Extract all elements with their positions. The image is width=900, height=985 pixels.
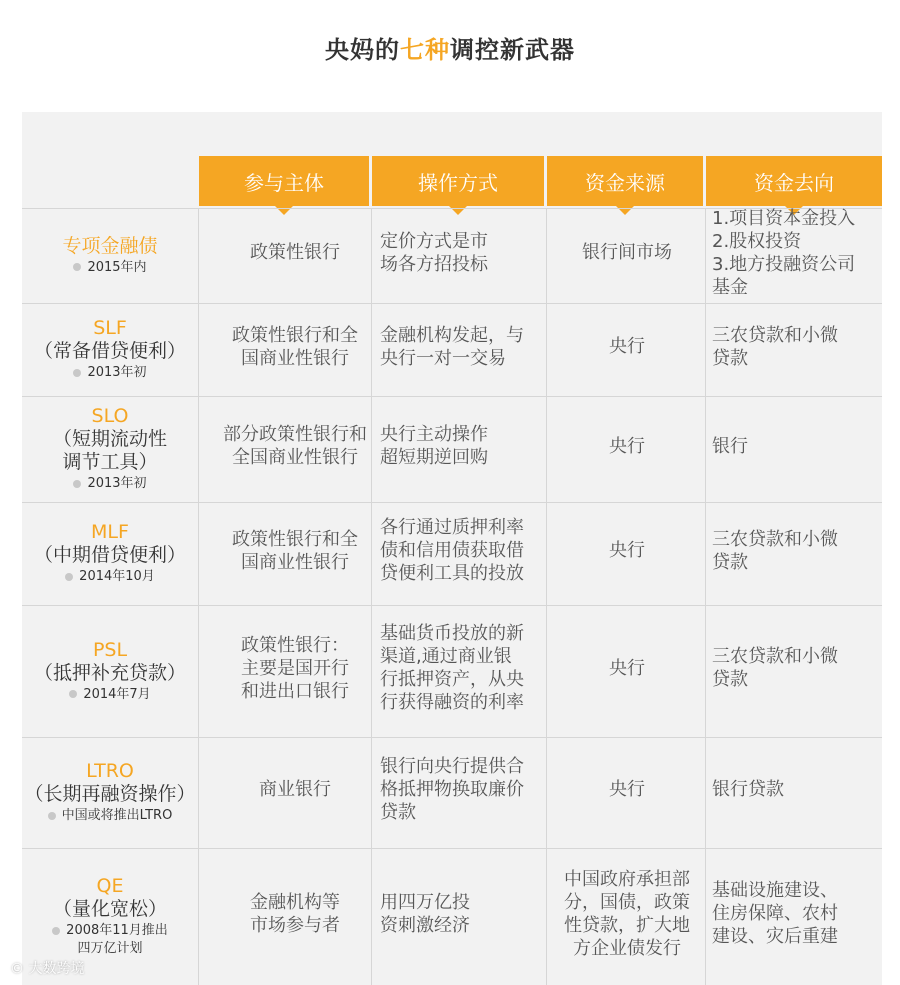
- tool-name-cell: [22, 502, 198, 605]
- cell-text: 政策性银行： 主要是国开行 和进出口银行: [241, 634, 349, 702]
- column-divider: [546, 208, 547, 985]
- cell-text: 各行通过质押利率 债和信用债获取借 贷便利工具的投放: [380, 517, 524, 584]
- tool-name: SLF: [93, 317, 127, 339]
- title-highlight: 七种: [400, 36, 450, 64]
- title-pre: 央妈的: [325, 36, 400, 64]
- cell-text: 央行主动操作 超短期逆回购: [380, 424, 488, 468]
- participants-cell: [215, 502, 375, 599]
- tool-name-cell: [22, 396, 198, 502]
- operation-cell: [380, 396, 545, 496]
- tool-date: 2014年10月: [65, 568, 155, 586]
- tool-date: 2013年初: [73, 475, 146, 493]
- cell-text: 银行贷款: [712, 779, 784, 800]
- tool-date: 2015年内: [73, 259, 146, 277]
- tool-name: LTRO: [86, 760, 134, 782]
- funding-source-cell: [552, 848, 702, 979]
- cell-text: 政策性银行: [250, 242, 340, 263]
- watermark: [10, 958, 84, 978]
- funding-use-cell: [712, 502, 877, 599]
- cell-text: 三农贷款和小微 贷款: [712, 528, 838, 573]
- tool-fullname: （短期流动性: [52, 428, 167, 450]
- operation-cell: [380, 502, 545, 599]
- cell-text: 央行: [609, 540, 645, 561]
- tool-name: PSL: [92, 638, 128, 661]
- tool-fullname: 调节工具）: [62, 451, 158, 473]
- tool-name: MLF: [91, 521, 129, 543]
- column-divider: [705, 208, 706, 985]
- tool-name-cell: [22, 737, 198, 848]
- cell-text: 政策性银行和全 国商业性银行: [232, 528, 358, 573]
- funding-use-cell: [712, 605, 877, 731]
- operation-cell: [380, 848, 545, 979]
- participants-cell: [215, 208, 375, 297]
- tool-date: 2014年7月: [69, 686, 150, 704]
- tool-name: SLO: [91, 405, 129, 427]
- funding-source-cell: [552, 737, 702, 842]
- bullet-icon: [73, 263, 81, 271]
- cell-text: 1.项目资本金投入 2.股权投资 3.地方投融资公司 基金: [712, 207, 856, 298]
- cell-text: 三农贷款和小微 贷款: [712, 646, 838, 690]
- watermark-text: 大数跨境: [28, 961, 85, 977]
- header-3: 资金来源: [547, 156, 703, 206]
- cell-text: 银行间市场: [582, 242, 672, 263]
- bullet-icon: [73, 369, 81, 377]
- operation-cell: [380, 605, 545, 731]
- operation-cell: [380, 303, 545, 390]
- funding-use-cell: [712, 848, 877, 979]
- tool-fullname: （中期借贷便利）: [33, 544, 186, 566]
- column-divider: [198, 208, 199, 985]
- participants-cell: [215, 737, 375, 842]
- participants-cell: [215, 396, 375, 496]
- cell-text: 部分政策性银行和 全国商业性银行: [223, 424, 367, 468]
- cell-text: 银行向央行提供合 格抵押物换取廉价 贷款: [380, 756, 524, 823]
- participants-cell: [215, 303, 375, 390]
- tool-name: QE: [96, 875, 124, 897]
- page-title: [0, 30, 900, 65]
- funding-source-cell: [552, 396, 702, 496]
- tool-fullname: （量化宽松）: [52, 898, 167, 920]
- cell-text: 央行: [609, 435, 645, 457]
- tool-date: 中国或将推出LTRO: [48, 807, 173, 825]
- cell-text: 政策性银行和全 国商业性银行: [232, 324, 358, 369]
- cell-text: 基础货币投放的新 渠道,通过商业银 行抵押资产，从央 行获得融资的利率: [380, 623, 524, 713]
- header-4: 资金去向: [706, 156, 882, 206]
- bullet-icon: [73, 480, 81, 488]
- cell-text: 用四万亿投 资刺激经济: [380, 891, 470, 936]
- tool-fullname: （长期再融资操作）: [24, 783, 196, 805]
- tool-fullname: （常备借贷便利）: [33, 340, 186, 362]
- cell-text: 金融机构等 市场参与者: [250, 891, 340, 936]
- operation-cell: [380, 737, 545, 842]
- tool-name: 专项金融债: [62, 234, 158, 257]
- bullet-icon: [65, 573, 73, 581]
- participants-cell: [215, 605, 375, 731]
- header-2: 操作方式: [372, 156, 544, 206]
- funding-use-cell: [712, 396, 877, 496]
- tool-date: 2008年11月推出 四万亿计划: [52, 922, 168, 958]
- tool-fullname: （抵押补充贷款）: [33, 661, 186, 684]
- funding-use-cell: [712, 303, 877, 390]
- cell-text: 央行: [609, 779, 645, 800]
- bullet-icon: [48, 812, 56, 820]
- cell-text: 商业银行: [259, 779, 331, 800]
- cell-text: 中国政府承担部 分，国债，政策 性贷款，扩大地 方企业债发行: [564, 868, 690, 959]
- operation-cell: [380, 208, 545, 297]
- funding-source-cell: [552, 605, 702, 731]
- cell-text: 定价方式是市 场各方招投标: [380, 230, 488, 275]
- funding-source-cell: [552, 303, 702, 390]
- tool-name-cell: [22, 208, 198, 303]
- tool-name-cell: [22, 605, 198, 737]
- cell-text: 银行: [712, 435, 748, 457]
- funding-use-cell: [712, 208, 877, 297]
- bullet-icon: [69, 690, 77, 698]
- cell-text: 央行: [609, 336, 645, 357]
- cell-text: 三农贷款和小微 贷款: [712, 324, 838, 369]
- funding-source-cell: [552, 502, 702, 599]
- funding-use-cell: [712, 737, 877, 842]
- cell-text: 央行: [609, 657, 645, 679]
- tool-name-cell: [22, 303, 198, 396]
- title-post: 调控新武器: [450, 36, 575, 64]
- funding-source-cell: [552, 208, 702, 297]
- header-1: 参与主体: [199, 156, 369, 206]
- tool-date: 2013年初: [73, 364, 146, 382]
- cell-text: 基础设施建设、 住房保障、农村 建设、灾后重建: [712, 880, 838, 947]
- participants-cell: [215, 848, 375, 979]
- watermark-logo-icon: ©: [10, 961, 24, 977]
- bullet-icon: [52, 927, 60, 935]
- cell-text: 金融机构发起，与 央行一对一交易: [380, 324, 524, 369]
